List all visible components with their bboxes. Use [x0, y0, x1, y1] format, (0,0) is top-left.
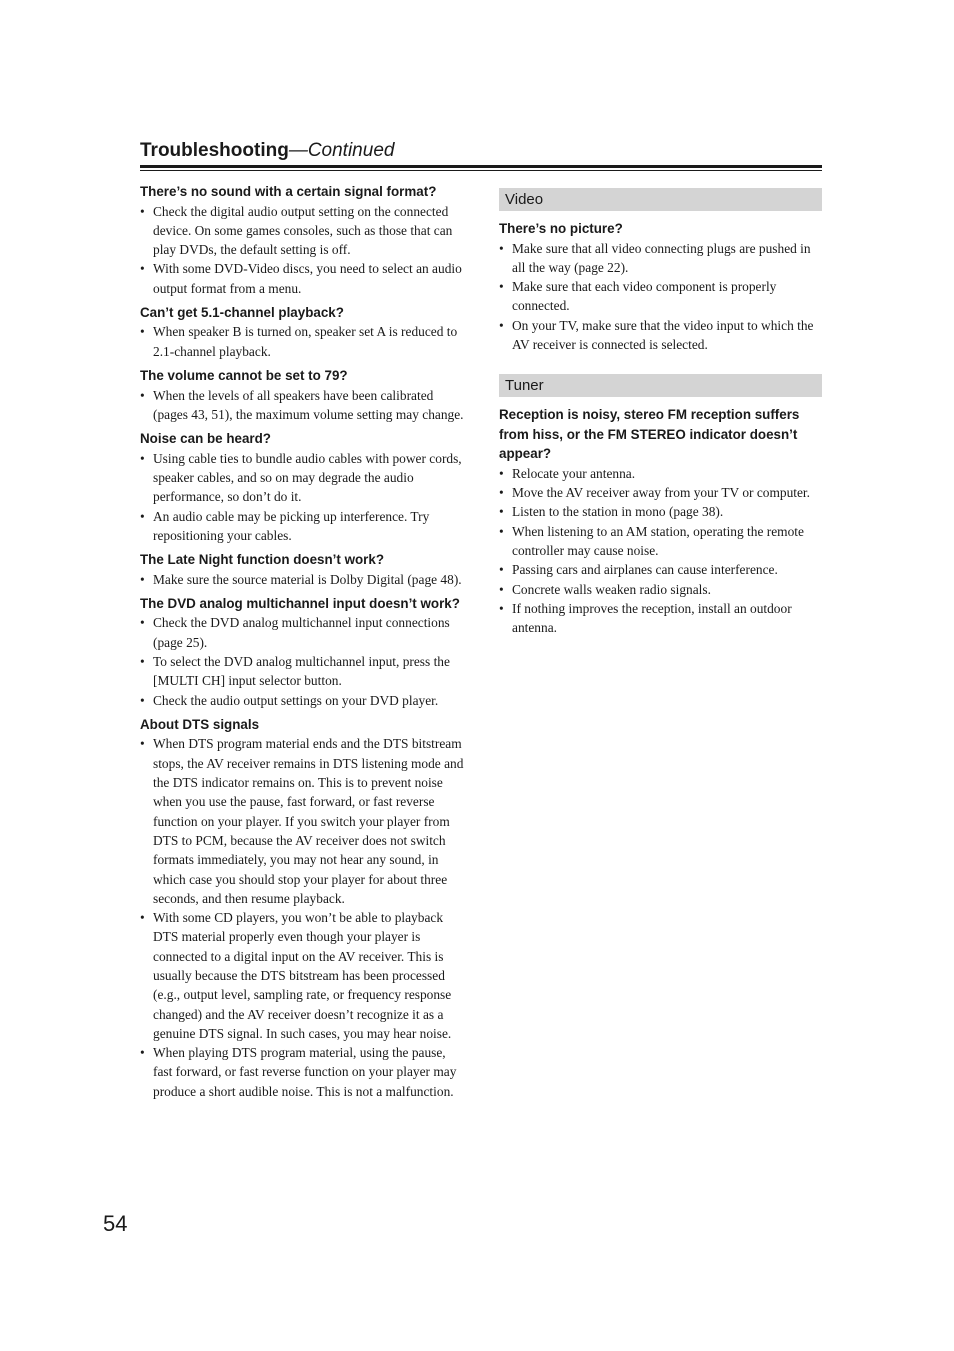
list-item — [140, 322, 464, 361]
list-item — [140, 449, 464, 507]
list-item-text: Check the audio output settings on your DVD player. — [153, 692, 439, 708]
list-item — [140, 613, 464, 652]
bullet: • — [499, 465, 504, 481]
faq-question: Noise can be heard? — [140, 431, 271, 447]
faq-answer-list — [140, 734, 464, 1101]
list-item-text: An audio cable may be picking up interference. Try repositioning your cables. — [153, 508, 430, 543]
list-item-text: Passing cars and airplanes can cause interference. — [512, 562, 778, 578]
list-item-text: Concrete walls weaken radio signals. — [512, 581, 711, 597]
list-item-text: To select the DVD analog multichannel input, press the [MULTI CH] input selector button. — [153, 654, 450, 689]
list-item-text: Move the AV receiver away from your TV or computer. — [512, 485, 810, 501]
faq-group — [140, 715, 464, 1101]
list-item — [140, 507, 464, 546]
faq-answer-list — [140, 202, 464, 298]
list-item — [499, 502, 822, 521]
bullet: • — [140, 203, 145, 219]
list-item — [499, 522, 822, 561]
faq-group — [499, 405, 822, 637]
list-item — [499, 580, 822, 599]
left-column — [140, 182, 464, 1106]
list-item-text: Using cable ties to bundle audio cables with power cords, speaker cables, and so on may degrade the audio performance, so don’t do it. — [153, 450, 462, 505]
list-item — [140, 386, 464, 425]
faq-answer-list — [499, 239, 822, 355]
list-item-text: When playing DTS program material, using the pause, fast forward, or fast reverse function on your player may produce a short audible noise. This is not a malfunction. — [153, 1045, 457, 1099]
section-heading-video: Video — [499, 188, 822, 211]
bullet: • — [140, 324, 145, 340]
faq-question: There’s no sound with a certain signal format? — [140, 184, 437, 199]
right-column — [499, 182, 822, 642]
list-item — [140, 734, 464, 908]
faq-group — [140, 550, 464, 589]
list-item — [499, 239, 822, 278]
bullet: • — [140, 736, 145, 752]
bullet: • — [140, 387, 145, 403]
list-item-text: When speaker B is turned on, speaker set A is reduced to 2.1-channel playback. — [153, 324, 458, 359]
list-item — [140, 259, 464, 298]
list-item — [499, 464, 822, 483]
list-item — [140, 202, 464, 260]
list-item-text: When the levels of all speakers have been calibrated (pages 43, 51), the maximum volume setting may change. — [153, 387, 464, 422]
bullet: • — [499, 600, 504, 616]
list-item — [499, 316, 822, 355]
list-item — [140, 908, 464, 1043]
list-item-text: Relocate your antenna. — [512, 465, 636, 481]
bullet: • — [499, 562, 504, 578]
faq-answer-list — [140, 570, 464, 589]
faq-question: Reception is noisy, stereo FM reception suffers from hiss, or the FM STEREO indicator doesn’t appear? — [499, 407, 800, 462]
section-heading-tuner: Tuner — [499, 374, 822, 397]
bullet: • — [140, 654, 145, 670]
list-item-text: When listening to an AM station, operating the remote controller may cause noise. — [512, 523, 804, 558]
header-rule-thin — [140, 170, 822, 171]
faq-group — [140, 182, 464, 298]
faq-question: The Late Night function doesn’t work? — [140, 552, 384, 568]
bullet: • — [140, 571, 145, 587]
list-item — [499, 483, 822, 502]
faq-question: The volume cannot be set to 79? — [140, 368, 348, 384]
list-item — [499, 599, 822, 638]
page-number: 54 — [103, 1211, 128, 1236]
list-item — [140, 570, 464, 589]
list-item — [140, 691, 464, 710]
bullet: • — [140, 615, 145, 631]
page-header — [140, 138, 822, 164]
header-title: Troubleshooting — [140, 140, 289, 161]
list-item-text: Make sure that each video component is properly connected. — [512, 279, 777, 314]
header-continued: —Continued — [288, 140, 395, 161]
bullet: • — [499, 523, 504, 539]
faq-answer-list — [140, 322, 464, 361]
faq-answer-list — [140, 613, 464, 709]
list-item-text: With some DVD-Video discs, you need to select an audio output format from a menu. — [153, 261, 462, 296]
bullet: • — [499, 504, 504, 520]
faq-question: The DVD analog multichannel input doesn’t work? — [140, 595, 460, 611]
bullet: • — [499, 279, 504, 295]
faq-question: About DTS signals — [140, 716, 260, 732]
bullet: • — [140, 508, 145, 524]
list-item — [140, 1043, 464, 1101]
list-item-text: If nothing improves the reception, install an outdoor antenna. — [512, 600, 792, 636]
faq-answer-list — [499, 464, 822, 638]
faq-group — [140, 429, 464, 545]
bullet: • — [140, 692, 145, 708]
list-item-text: Listen to the station in mono (page 38). — [512, 504, 724, 520]
list-item-text: On your TV, make sure that the video input to which the AV receiver is connected is selected. — [512, 317, 814, 352]
faq-question: Can’t get 5.1-channel playback? — [140, 304, 344, 320]
list-item-text: Check the DVD analog multichannel input connections (page 25). — [153, 615, 450, 650]
bullet: • — [140, 261, 145, 277]
list-item — [499, 277, 822, 316]
faq-group — [140, 303, 464, 361]
bullet: • — [499, 581, 504, 597]
list-item-text: Check the digital audio output setting on the connected device. On some games consoles, such as those that can play DVDs, the default setting is off. — [153, 203, 453, 258]
list-item — [140, 652, 464, 691]
faq-question: There’s no picture? — [499, 221, 623, 236]
header-rule-thick — [140, 165, 822, 168]
bullet: • — [499, 240, 504, 256]
list-item-text: With some CD players, you won’t be able to playback DTS material properly even though your player is connected to a digital input on the AV receiver. This is usually because the DTS bitstream has been processed (e.g., output level, sampling rate, or frequency response changed) and the AV receiver doesn’t recognize it as a genuine DTS signal. In such cases, you may hear noise. — [153, 910, 452, 1041]
faq-group — [499, 219, 822, 354]
bullet: • — [140, 910, 145, 926]
bullet: • — [499, 317, 504, 333]
faq-group — [140, 366, 464, 424]
list-item-text: Make sure that all video connecting plugs are pushed in all the way (page 22). — [512, 240, 811, 275]
bullet: • — [140, 450, 145, 466]
faq-answer-list — [140, 449, 464, 545]
list-item — [499, 560, 822, 579]
faq-group — [140, 594, 464, 710]
list-item-text: Make sure the source material is Dolby Digital (page 48). — [153, 571, 462, 587]
list-item-text: When DTS program material ends and the DTS bitstream stops, the AV receiver remains in DTS listening mode and the DTS indicator remains on. This is to prevent noise when you use the pause, fast forward, or fast reverse function on your player. If you switch your player from DTS to PCM, because the AV receiver does not switch formats immediately, you may not hear any sound, in which case you should stop your player for about three seconds, and then resume playback. — [153, 736, 464, 906]
bullet: • — [140, 1045, 145, 1061]
bullet: • — [499, 485, 504, 501]
faq-answer-list — [140, 386, 464, 425]
